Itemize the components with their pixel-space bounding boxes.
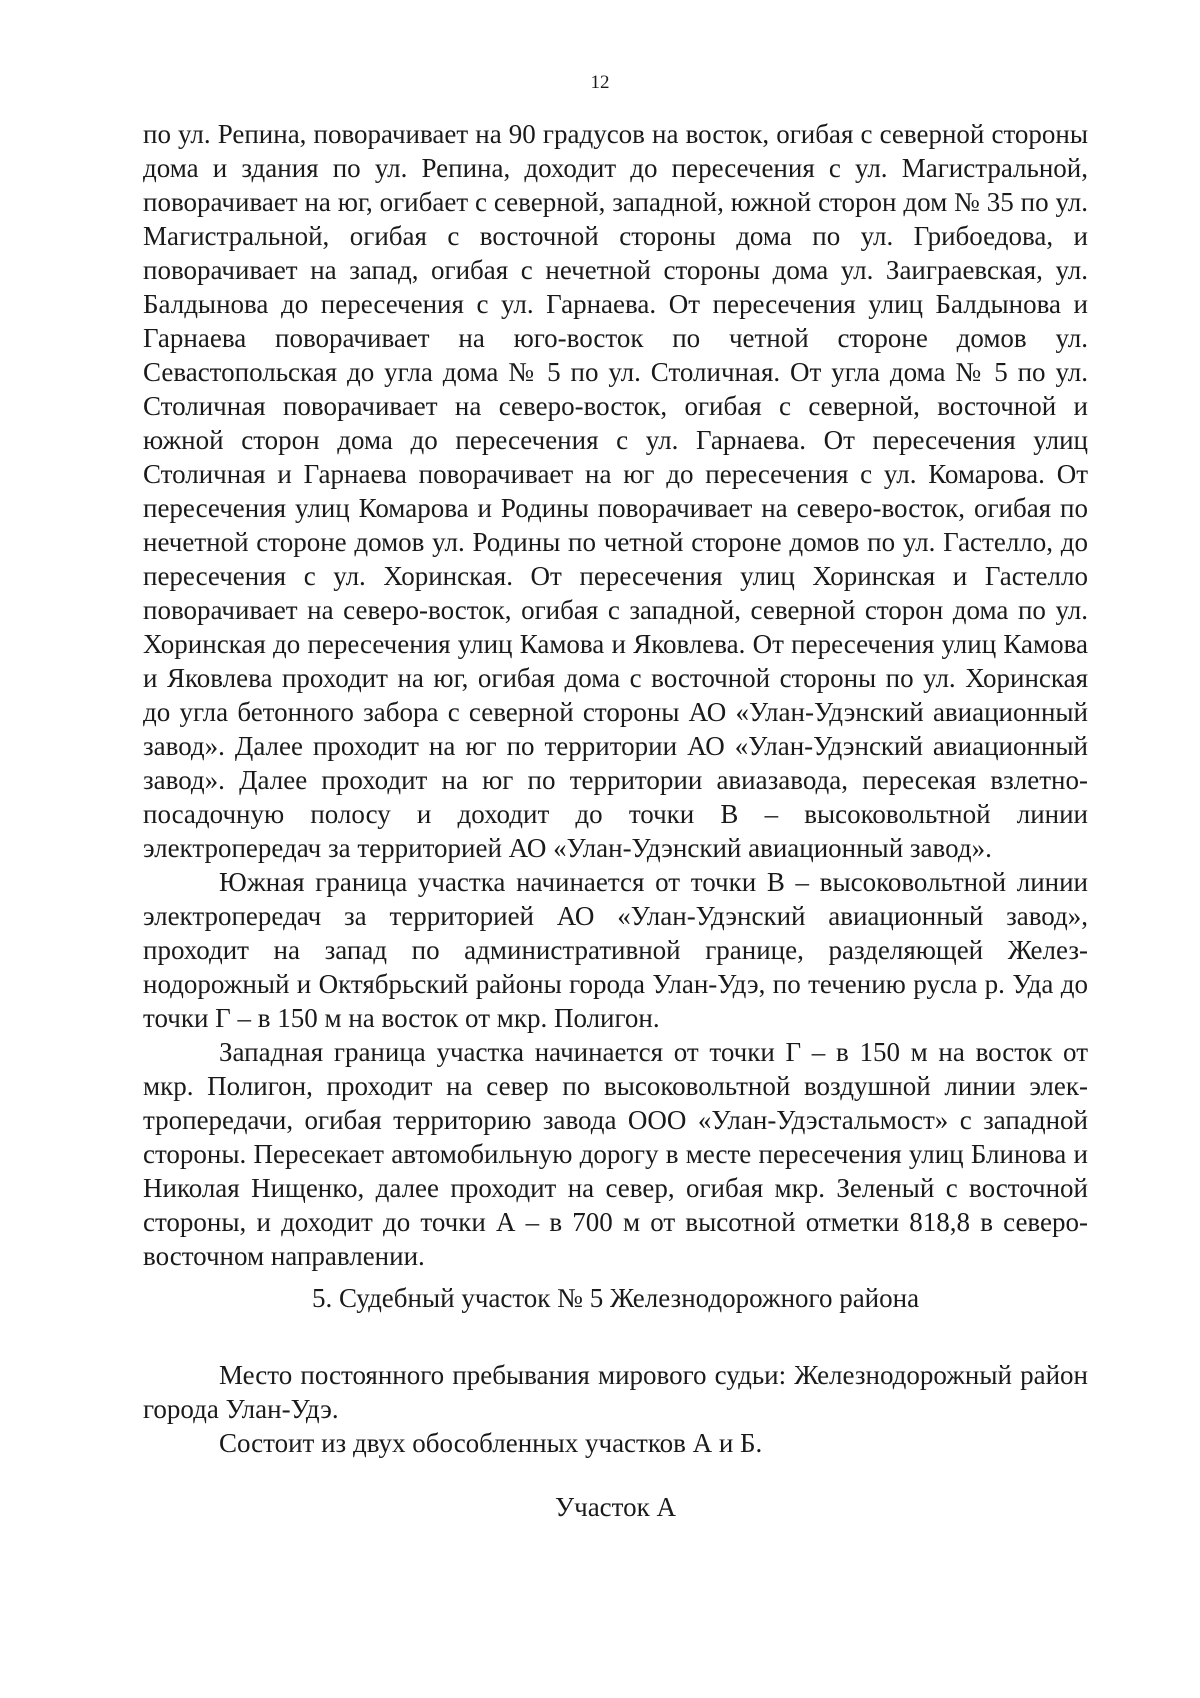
document-body [143,117,1088,1273]
page-number: 12 [590,72,610,93]
paragraph-boundary-continuation: по ул. Репина, поворачивает на 90 градусов на восток, огибая с северной стороны дома и здания по ул. Репина, доходит до пересечения с ул. Магистральной, поворачивает на юг, огибает с северной, западной, южной сторон дом № 35 по ул. Магистральной, огибая с восточной стороны дома по ул. Грибоедова, и поворачивает на запад, огибая с нечетной стороны дома ул. Заиграевская, ул. Балдынова до пересечения с ул. Гарнаева. От пересечения улиц Балдынова и Гарнаева поворачивает на юго-восток по четной стороне домов ул. Севастопольская до угла дома № 5 по ул. Столичная. От угла дома № 5 по ул. Столичная поворачивает на северо-восток, огибая с северной, восточной и южной сторон дома до пересечения с ул. Гарнаева. От пересечения улиц Столичная и Гарнаева поворачивает на юг до пересечения с ул. Комарова. От пересечения улиц Комарова и Родины поворачивает на северо-восток, огибая по нечетной стороне домов ул. Родины по четной стороне домов по ул. Гастелло, до пересечения с ул. Хоринская. От пересечения улиц Хоринская и Гастелло поворачивает на северо-восток, огибая с западной, северной сторон дома по ул. Хоринская до пересечения улиц Камова и Яковлева. От пересечения улиц Камова и Яковлева проходит на юг, огибая дома с восточной стороны по ул. Хоринская до угла бетонного забора с северной стороны АО «Улан-Удэнский авиационный завод». Далее проходит на юг по территории АО «Улан-Удэнский авиационный завод». Далее проходит на юг по территории авиазавода, пересекая взлетно-посадочную полосу и доходит до точки В – высоковольтной линии электропередач за территорией АО «Улан-Удэнский авиационный завод». [143,119,1088,863]
subsection-heading: Участок А [555,1492,676,1522]
judge-residence-paragraph: Место постоянного пребывания мирового судьи: Железнодорожный район города Улан-Удэ. [143,1360,1088,1424]
section-heading: 5. Судебный участок № 5 Железнодорожного района [311,1283,920,1313]
paragraph-southern-boundary: Южная граница участка начинается от точки В – высоковольтной линии электропередач за территорией АО «Улан-Удэнский авиационный завод», проходит на запад по административной границе, разделяющей Железнодорожный и Октябрьский районы города Улан-Удэ, по течению русла р. Уда до точки Г – в 150 м на восток от мкр. Полигон. [143,867,1088,1033]
composition-paragraph: Состоит из двух обособленных участков А и Б. [219,1428,763,1458]
court-section-block [143,1358,1088,1460]
paragraph-western-boundary: Западная граница участка начинается от точки Г – в 150 м на восток от мкр. Полигон, проходит на север по высоковольтной воздушной линии электропередачи, огибая территорию завода ООО «Улан-Удэстальмост» с западной стороны. Пересекает автомобильную дорогу в месте пересечения улиц Блинова и Николая Нищенко, далее проходит на север, огибая мкр. Зеленый с восточной стороны, и доходит до точки А – в 700 м от высотной отметки 818,8 в северо-восточном направлении. [143,1037,1088,1271]
